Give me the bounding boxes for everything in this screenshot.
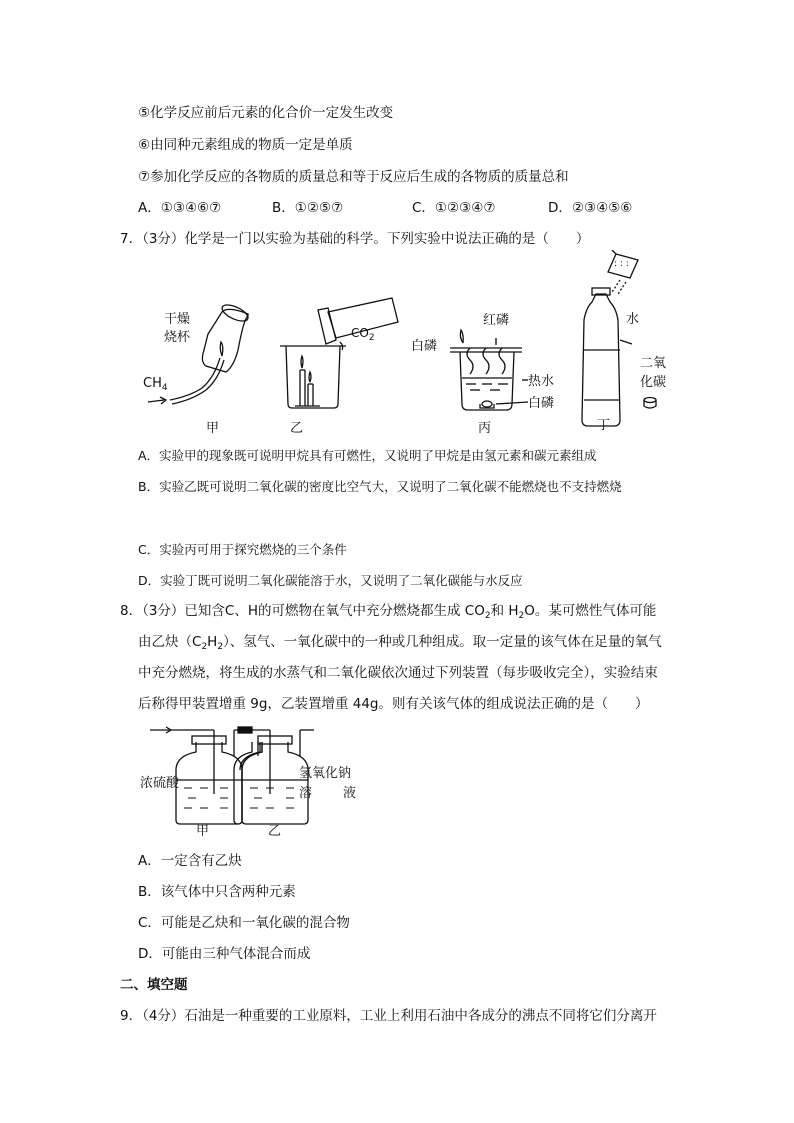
q7-figure: [130, 250, 670, 440]
list-item-6: ⑥由同种元素组成的物质一定是单质: [138, 137, 353, 153]
bing-red-phosphorus: 红磷: [483, 313, 510, 328]
yi-caption: 乙: [290, 421, 304, 436]
q7-option-b: B．实验乙既可说明二氧化碳的密度比空气大，又说明了二氧化碳不能燃烧也不支持燃烧: [138, 479, 622, 494]
q8-option-a: A．一定含有乙炔: [138, 853, 242, 869]
jia-label-beaker: 烧杯: [164, 330, 191, 345]
q6-option-c: C．①②③④⑦: [412, 200, 496, 216]
jia-label-dry: 干燥: [164, 312, 191, 327]
yi-gas-label: $CO_2$: [351, 326, 375, 343]
naoh-label-1: 氢氧化钠: [299, 766, 352, 781]
ding-apparatus: [582, 250, 656, 426]
naoh-label-2a: 溶: [299, 786, 313, 801]
list-item-7: ⑦参加化学反应的各物质的质量总和等于反应后生成的各物质的质量总和: [138, 169, 569, 185]
section-title: 二、填空题: [120, 977, 188, 993]
acid-label: 浓硫酸: [140, 776, 180, 791]
ding-water-label: 水: [626, 312, 640, 327]
jia-gas-label: $CH_4$: [143, 376, 168, 393]
list-item-5: ⑤化学反应前后元素的化合价一定发生改变: [138, 105, 394, 121]
q8-option-c: C．可能是乙炔和一氧化碳的混合物: [138, 915, 350, 931]
naoh-label-2b: 液: [343, 786, 357, 801]
q9-stem: 9．（4分）石油是一种重要的工业原料，工业上利用石油中各成分的沸点不同将它们分离开: [120, 1008, 657, 1024]
q8-yi-caption: 乙: [268, 824, 282, 839]
q8-option-b: B．该气体中只含两种元素: [138, 884, 296, 900]
bing-apparatus: [450, 330, 528, 410]
q8-jia-caption: 甲: [196, 824, 210, 839]
q7-option-c: C．实验丙可用于探究燃烧的三个条件: [138, 542, 347, 557]
ding-caption: 丁: [597, 418, 611, 433]
ding-co2-label-1: 二氧: [640, 356, 667, 371]
q8-stem-line-2: 由乙炔$(C_2H_2)$、氢气、一氧化碳中的一种或几种组成。取一定量的该气体在足量的氧气: [138, 634, 662, 652]
q6-option-b: B．①②⑤⑦: [272, 200, 344, 216]
q6-option-d: D．②③④⑤⑥: [548, 200, 633, 216]
q8-stem-line-1: 8．（3分）已知含C、H的可燃物在氧气中充分燃烧都生成 $CO_2$和 $H_2O$。某可燃性气体可能: [120, 603, 657, 621]
q7-stem: 7．（3分）化学是一门以实验为基础的科学。下列实验中说法正确的是（ ）: [120, 231, 590, 247]
bing-white-phosphorus-top: 白磷: [411, 339, 438, 354]
q7-option-a: A．实验甲的现象既可说明甲烷具有可燃性，又说明了甲烷是由氢元素和碳元素组成: [138, 448, 597, 463]
q6-option-a: A．①③④⑥⑦: [138, 200, 222, 216]
yi-apparatus: [280, 298, 398, 408]
bing-white-phosphorus-bottom: 白磷: [528, 396, 555, 411]
ding-co2-label-2: 化碳: [640, 375, 667, 390]
q8-stem-line-3: 中充分燃烧，将生成的水蒸气和二氧化碳依次通过下列装置（每步吸收完全），实验结束: [138, 665, 658, 681]
jia-caption: 甲: [206, 421, 220, 436]
q8-stem-line-4: 后称得甲装置增重 9g，乙装置增重 44g。则有关该气体的组成说法正确的是（ ）: [138, 696, 649, 712]
bing-caption: 丙: [478, 421, 492, 436]
svg-text:: : :: : : :: [614, 259, 629, 269]
q7-option-d: D．实验丁既可说明二氧化碳能溶于水，又说明了二氧化碳能与水反应: [138, 573, 523, 588]
bing-hot-water: 热水: [528, 374, 555, 389]
q8-option-d: D．可能由三种气体混合而成: [138, 946, 311, 962]
